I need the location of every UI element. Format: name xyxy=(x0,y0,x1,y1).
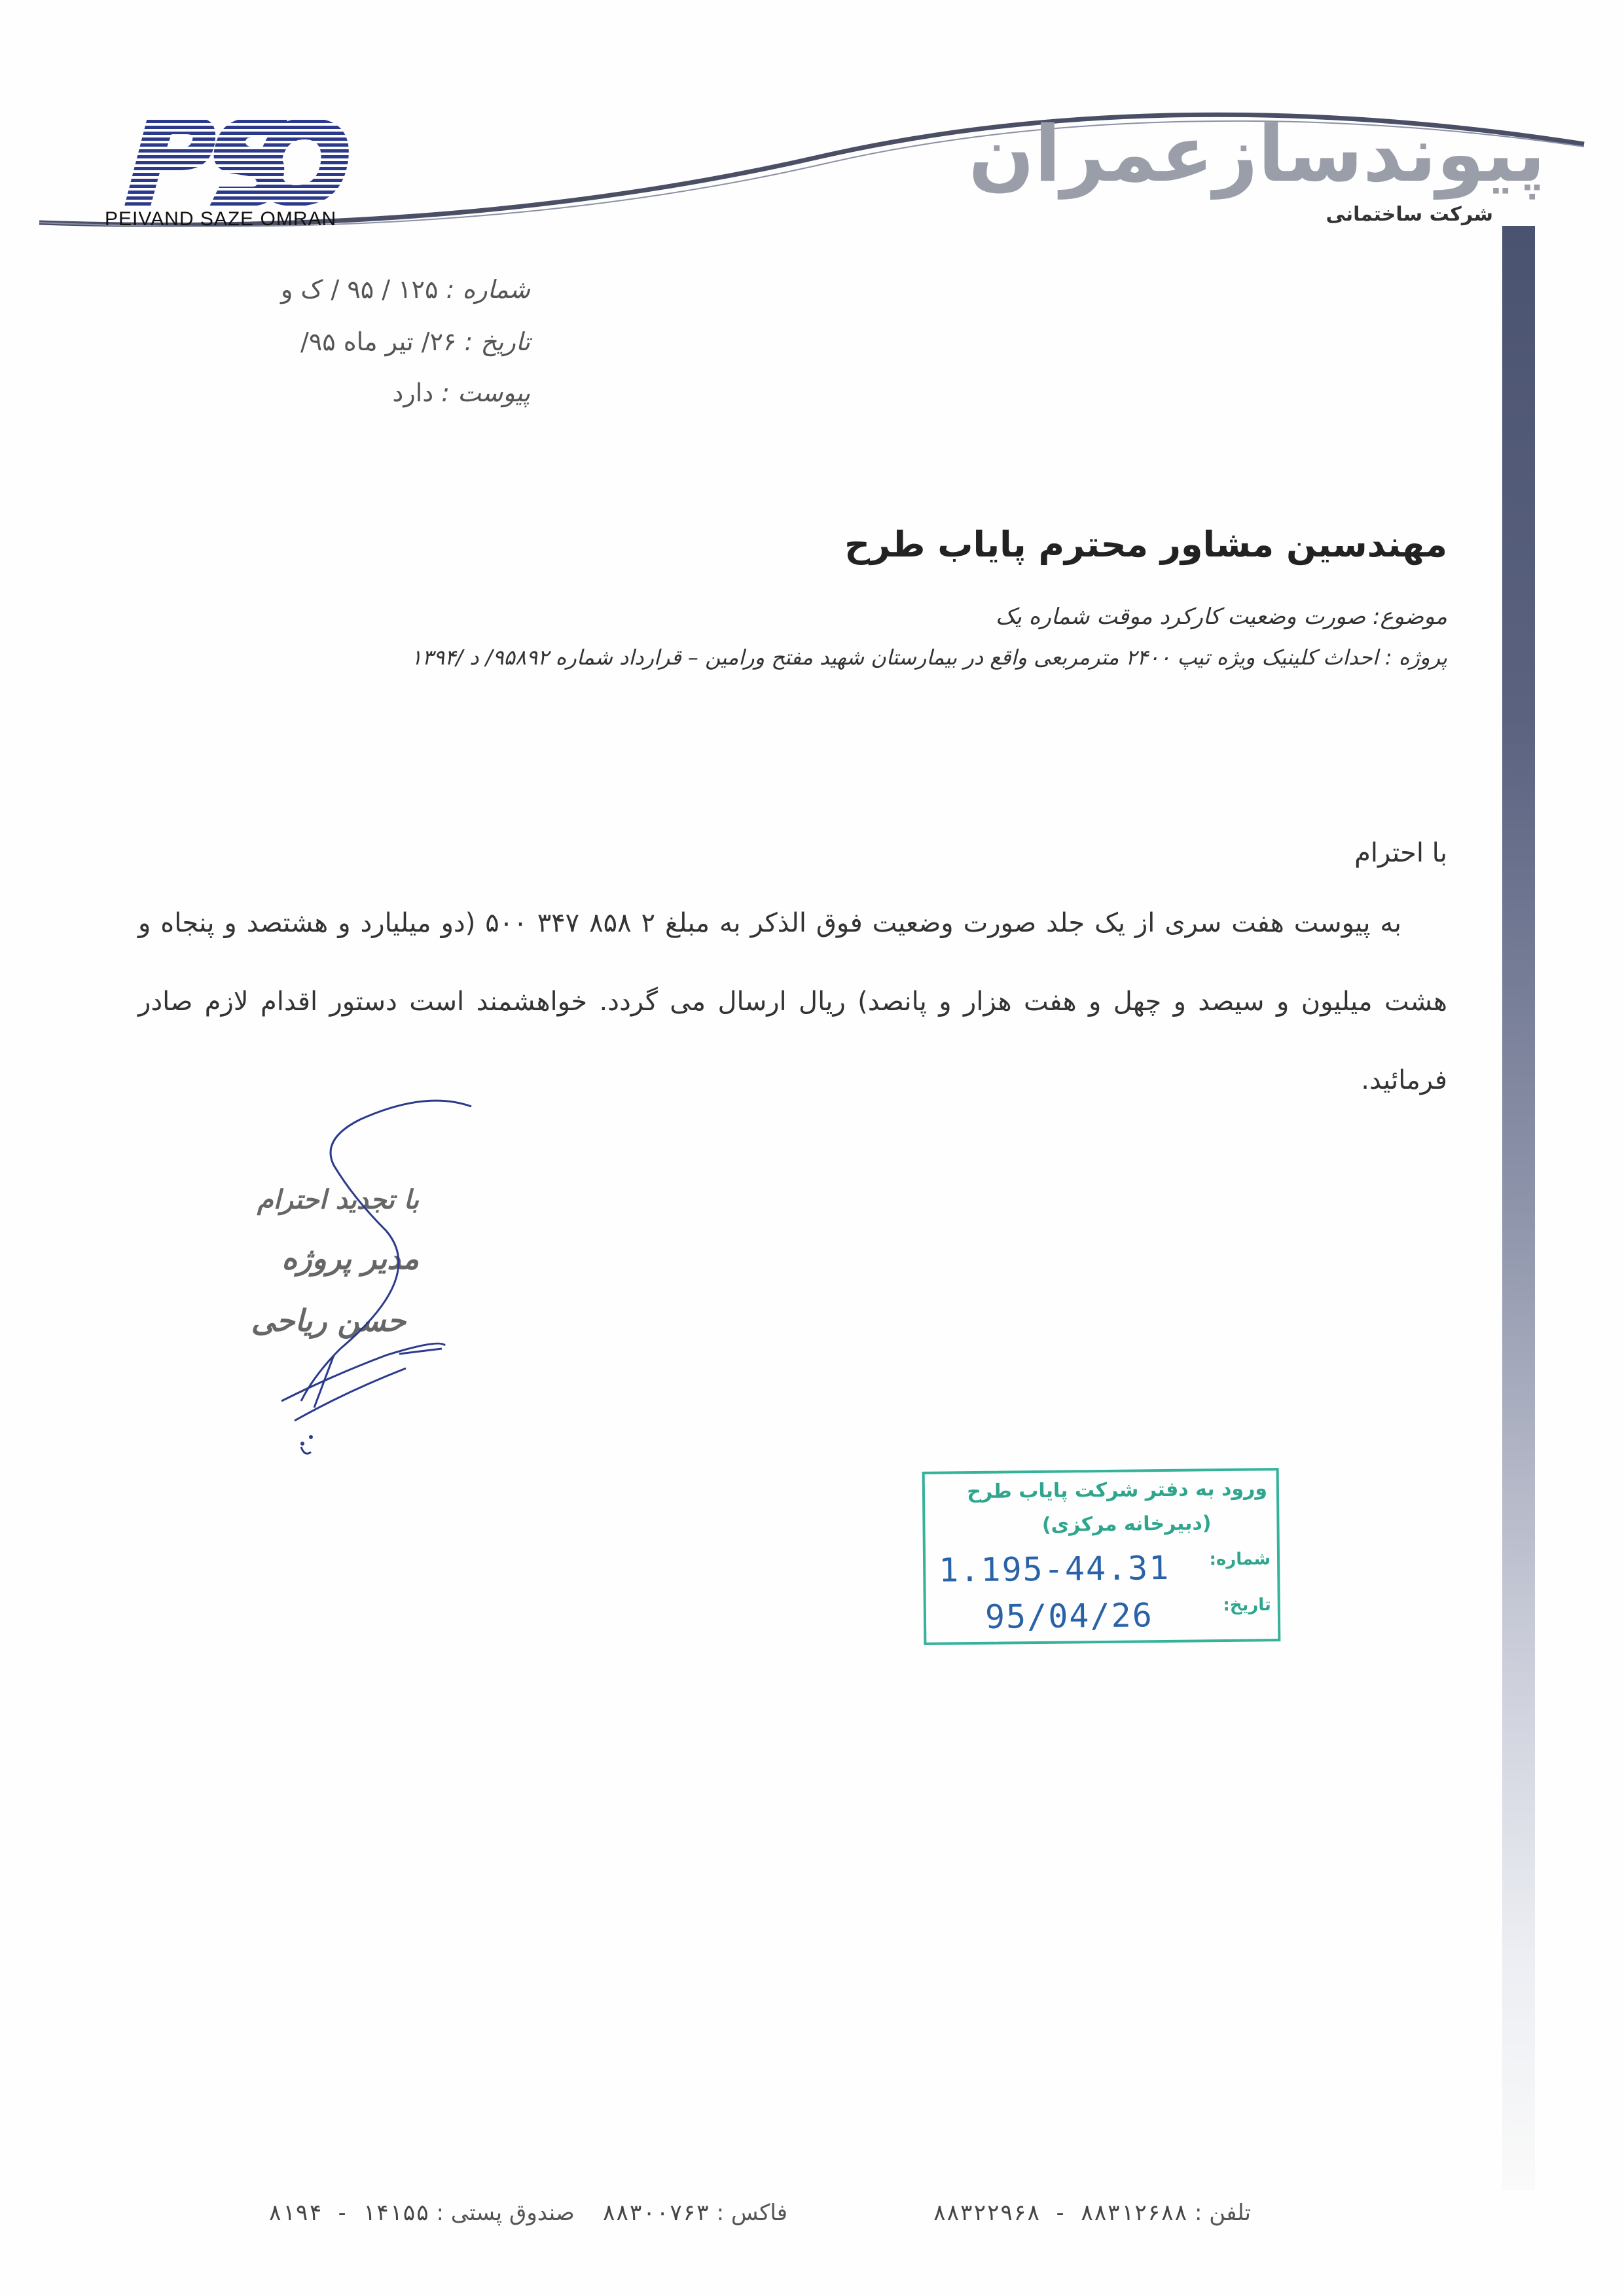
signature-strokes xyxy=(251,1093,504,1460)
ref-number-value: ۱۲۵ / ۹۵ / ک و xyxy=(280,275,439,304)
stamp-date-label: تاریخ: xyxy=(1223,1595,1271,1616)
brand-subtitle-fa: شرکت ساختمانی xyxy=(1326,203,1493,226)
stamp-number-value: 1.195-44.31 xyxy=(938,1548,1170,1590)
ref-date xyxy=(223,327,530,356)
stamp-date-value: 95/04/26 xyxy=(984,1596,1154,1636)
ref-number-label: شماره : xyxy=(446,275,530,304)
signer-title: مدیر پروژه xyxy=(281,1241,419,1276)
footer-pobox-value: ۱۴۱۵۵ - ۸۱۹۴ xyxy=(268,2200,429,2226)
footer-pobox-label: صندوق پستی : xyxy=(436,2200,575,2226)
salutation: با احترام xyxy=(1354,838,1447,868)
ref-date-label: تاریخ : xyxy=(464,327,530,356)
closing: با تجدید احترام xyxy=(257,1185,419,1215)
ref-attachment xyxy=(223,378,530,407)
ref-attachment-value: دارد xyxy=(392,378,434,407)
handwritten-signature xyxy=(251,1093,504,1460)
recipient: مهندسین مشاور محترم پایاب طرح xyxy=(844,524,1447,565)
ref-number xyxy=(223,275,530,304)
footer-fax-label: فاکس : xyxy=(716,2200,787,2226)
letter-body xyxy=(138,884,1447,1120)
stamp-number-label: شماره: xyxy=(1209,1549,1271,1570)
logo-subtitle: PEIVAND SAZE OMRAN xyxy=(105,208,337,230)
footer-phone-value: ۸۸۳۱۲۶۸۸ - ۸۸۳۲۲۹۶۸ xyxy=(933,2200,1188,2226)
side-band xyxy=(1502,226,1535,2190)
ref-attachment-label: پیوست : xyxy=(441,378,530,407)
stamp-line1: ورود به دفتر شرکت پایاب طرح xyxy=(967,1477,1268,1504)
signer-name: حسن ریاحی xyxy=(251,1303,406,1338)
stamp-line2: (دبیرخانه مرکزی) xyxy=(1041,1512,1212,1537)
footer-fax xyxy=(602,2200,787,2226)
footer-phone-label: تلفن : xyxy=(1194,2200,1251,2226)
project-line: پروژه : احداث کلینیک ویژه تیپ ۲۴۰۰ مترمربعی واقع در بیمارستان شهید مفتح ورامین – قرارداد شماره ۹۵۸۹۲/ د /۱۳۹۴ xyxy=(410,645,1447,670)
pso-logo xyxy=(111,108,360,219)
brand-name-fa: پیوندسازعمران xyxy=(968,109,1545,199)
ref-date-value: ۲۶/ تیر ماه ۹۵/ xyxy=(300,327,457,356)
footer-fax-value: ۸۸۳۰۰۷۶۳ xyxy=(602,2200,710,2226)
letter-body-paragraph: به پیوست هفت سری از یک جلد صورت وضعیت فوق الذکر به مبلغ ۲ ۸۵۸ ۳۴۷ ۵۰۰ (دو میلیارد و هشتصد و پنجاه و هشت میلیون و سیصد و چهل و هفت هزار و پانصد) ریال ارسال می گردد. خواهشمند است دستور اقدام لازم صادر فرمائید. xyxy=(138,908,1447,1095)
receipt-stamp xyxy=(922,1468,1281,1645)
footer-pobox xyxy=(268,2200,575,2226)
pso-logo-graphic xyxy=(111,108,360,219)
footer-phone xyxy=(933,2200,1251,2226)
subject-line: موضوع: صورت وضعیت کارکرد موقت شماره یک xyxy=(995,604,1447,630)
